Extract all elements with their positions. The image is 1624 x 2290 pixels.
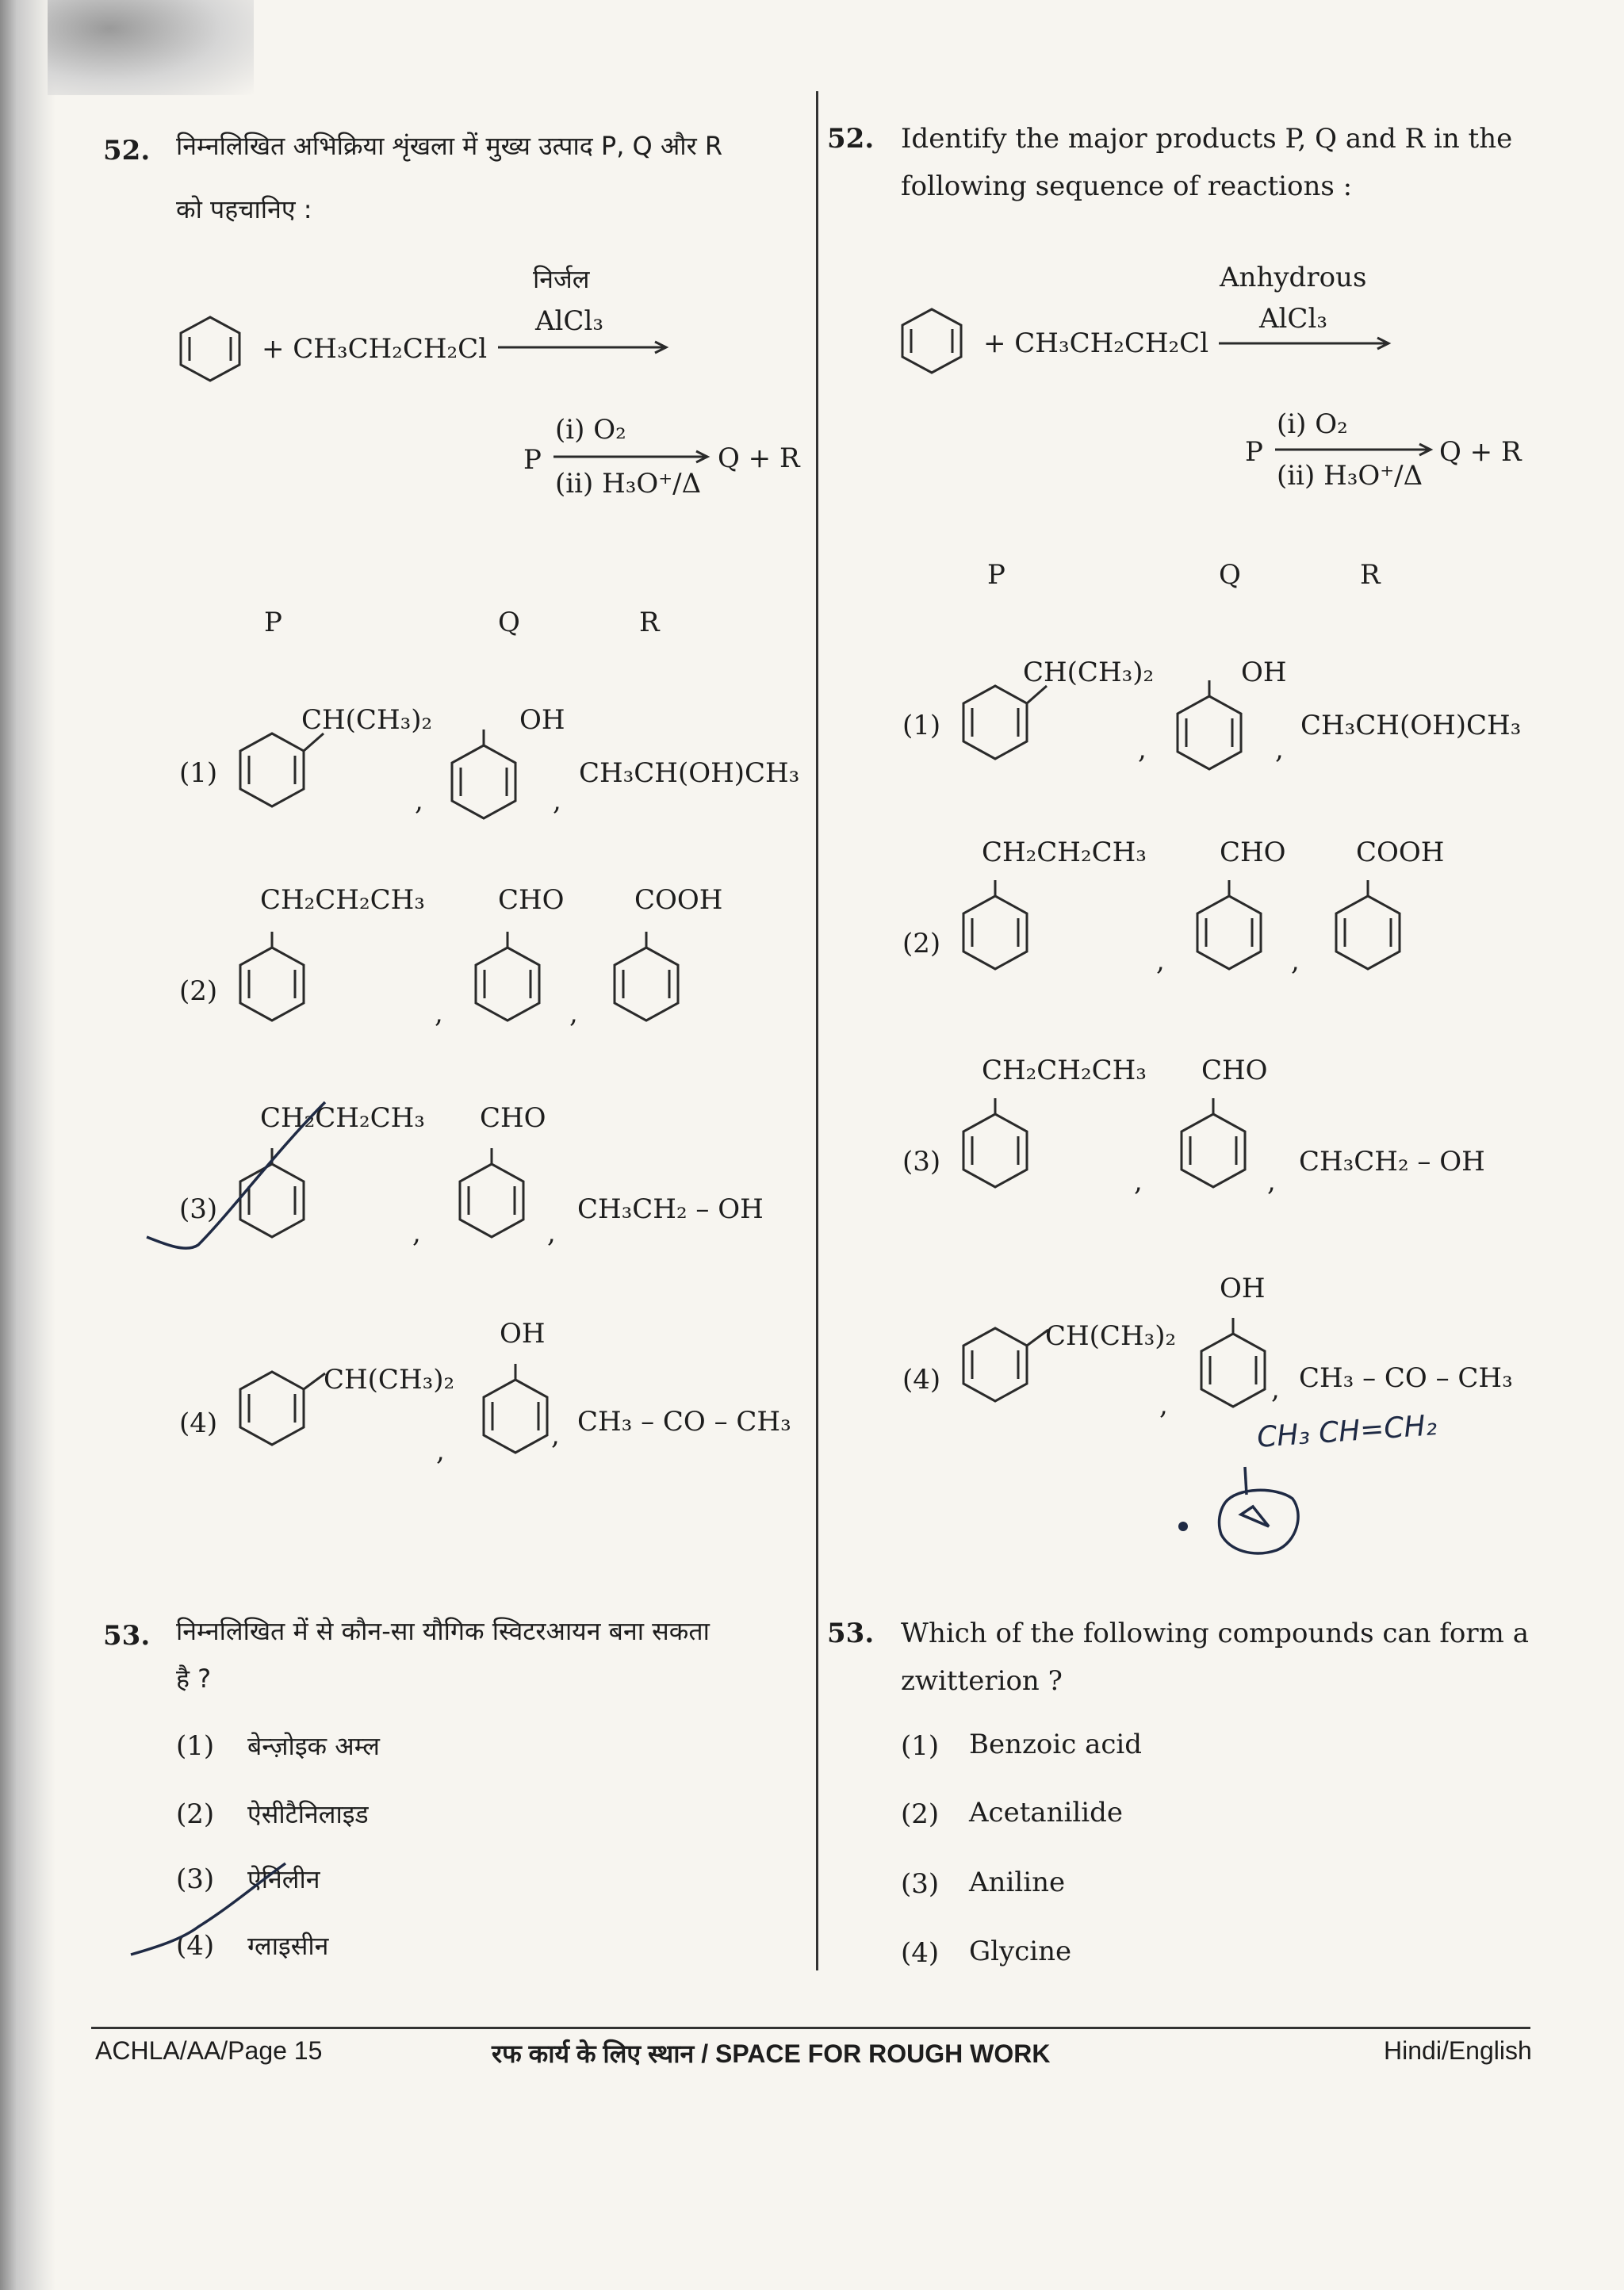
option-text: Aniline — [969, 1867, 1066, 1898]
question-text: निम्नलिखित में से कौन-सा यौगिक स्विटरआयन बना सकता — [176, 1616, 710, 1646]
reagent-catalyst: AlCl₃ — [1259, 303, 1327, 335]
products: Q + R — [718, 442, 800, 474]
product-r: CH₃CH(OH)CH₃ — [1300, 710, 1522, 741]
option-text: ग्लाइसीन — [247, 1931, 329, 1961]
question-number: 52. — [103, 135, 151, 167]
substituent: CHO — [1201, 1055, 1268, 1086]
substituent: CH(CH₃)₂ — [324, 1364, 455, 1396]
step-two: (ii) H₃O⁺/Δ — [1277, 460, 1423, 492]
option-number: (2) — [179, 975, 218, 1007]
benzaldehyde-structure — [456, 1148, 543, 1251]
substituent: COOH — [634, 884, 723, 916]
benzaldehyde-structure — [1193, 880, 1281, 983]
question-text: है ? — [176, 1664, 212, 1694]
reaction-arrow — [498, 339, 672, 355]
question-text: निम्नलिखित अभिक्रिया शृंखला में मुख्य उत्पाद P, Q और R — [176, 131, 723, 161]
separator-comma: , — [1134, 1166, 1143, 1197]
column-label-r: R — [639, 607, 660, 638]
option-text: Benzoic acid — [969, 1729, 1143, 1760]
handwritten-note: CH₃ CH=CH₂ — [1255, 1409, 1438, 1454]
column-label-r: R — [1360, 559, 1381, 591]
option-number: (1) — [901, 1730, 940, 1762]
step-two: (ii) H₃O⁺/Δ — [555, 468, 702, 500]
option-number: (4) — [902, 1364, 941, 1396]
substituent: CH₂CH₂CH₃ — [982, 837, 1147, 868]
option-number: (1) — [902, 710, 941, 741]
option-number: (2) — [176, 1798, 215, 1830]
reactant: + CH₃CH₂CH₂Cl — [262, 333, 488, 365]
rough-work-label: रफ कार्य के लिए स्थान / SPACE FOR ROUGH WORK — [492, 2039, 1051, 2068]
handwritten-benzene-sketch — [1174, 1451, 1332, 1570]
page-code: ACHLA/AA/Page 15 — [95, 2036, 323, 2065]
separator-comma: , — [553, 785, 561, 817]
benzoic-acid-structure — [1332, 880, 1419, 983]
question-text: Which of the following compounds can form a — [901, 1618, 1529, 1649]
propylbenzene-structure — [959, 880, 1047, 983]
separator-comma: , — [435, 998, 443, 1029]
step-one: (i) O₂ — [555, 414, 626, 446]
substituent: CH(CH₃)₂ — [1045, 1320, 1177, 1352]
question-text: Identify the major products P, Q and R in the — [901, 123, 1513, 155]
column-divider — [816, 91, 818, 1970]
column-label-p: P — [264, 607, 282, 638]
option-number: (4) — [901, 1937, 940, 1969]
substituent: OH — [519, 704, 565, 736]
substituent: COOH — [1356, 837, 1445, 868]
option-number: (3) — [902, 1146, 941, 1178]
intermediate-p: P — [523, 444, 542, 476]
substituent: CHO — [480, 1102, 546, 1134]
benzoic-acid-structure — [611, 932, 698, 1035]
phenol-structure — [448, 737, 535, 825]
substituent: CHO — [1220, 837, 1286, 868]
substituent: CH₂CH₂CH₃ — [260, 1102, 425, 1134]
product-r: CH₃ – CO – CH₃ — [577, 1406, 791, 1438]
handwritten-tick-mark — [143, 1094, 333, 1261]
reactant: + CH₃CH₂CH₂Cl — [983, 327, 1209, 359]
option-number: (2) — [902, 928, 941, 959]
question-text: following sequence of reactions : — [901, 170, 1353, 202]
reaction-arrow — [1275, 442, 1434, 458]
reagent-condition: Anhydrous — [1220, 262, 1367, 293]
separator-comma: , — [1267, 1166, 1276, 1197]
separator-comma: , — [1291, 945, 1300, 977]
separator-comma: , — [1138, 733, 1147, 765]
separator-comma: , — [1271, 1373, 1280, 1405]
product-r: CH₃ – CO – CH₃ — [1299, 1362, 1513, 1394]
footer-rule — [91, 2027, 1530, 2029]
handwritten-tick-mark — [127, 1859, 301, 1963]
reagent-condition: निर्जल — [533, 264, 590, 294]
reagent-catalyst: AlCl₃ — [535, 305, 603, 337]
language-label: Hindi/English — [1384, 2036, 1532, 2065]
question-number: 53. — [103, 1620, 151, 1652]
separator-comma: , — [1159, 1389, 1168, 1421]
benzaldehyde-structure — [1178, 1098, 1265, 1201]
question-text: को पहचानिए : — [176, 194, 312, 224]
column-label-q: Q — [498, 607, 520, 638]
scan-corner-shadow — [48, 0, 254, 95]
substituent: CH(CH₃)₂ — [1023, 657, 1155, 688]
option-text: ऐसीटैनिलाइड — [247, 1799, 369, 1829]
option-text: बेन्ज़ोइक अम्ल — [247, 1731, 381, 1761]
separator-comma: , — [412, 1217, 421, 1249]
product-r: CH₃CH₂ – OH — [1299, 1146, 1485, 1178]
propylbenzene-structure — [959, 1098, 1047, 1201]
option-number: (3) — [901, 1868, 940, 1900]
question-text: zwitterion ? — [901, 1665, 1063, 1697]
separator-comma: , — [547, 1217, 556, 1249]
phenol-structure — [1174, 688, 1261, 775]
substituent: OH — [1241, 657, 1287, 688]
separator-comma: , — [1275, 733, 1284, 765]
intermediate-p: P — [1245, 436, 1263, 468]
separator-comma: , — [436, 1435, 445, 1467]
option-number: (4) — [176, 1930, 215, 1962]
product-r: CH₃CH(OH)CH₃ — [579, 757, 800, 789]
option-number: (3) — [179, 1193, 218, 1225]
products: Q + R — [1439, 436, 1522, 468]
separator-comma: , — [569, 998, 578, 1029]
separator-comma: , — [551, 1419, 560, 1451]
benzaldehyde-structure — [472, 932, 559, 1035]
option-text: Acetanilide — [969, 1797, 1124, 1829]
benzene-ring — [178, 313, 250, 393]
step-one: (i) O₂ — [1277, 408, 1348, 440]
substituent: CH₂CH₂CH₃ — [260, 884, 425, 916]
scan-edge-shadow — [0, 0, 56, 2290]
substituent: OH — [1220, 1273, 1266, 1304]
product-r: CH₃CH₂ – OH — [577, 1193, 764, 1225]
substituent: CH(CH₃)₂ — [301, 704, 433, 736]
option-number: (2) — [901, 1798, 940, 1830]
substituent: OH — [500, 1318, 546, 1350]
reaction-arrow — [553, 449, 712, 465]
propylbenzene-structure — [236, 932, 324, 1035]
option-number: (1) — [179, 757, 218, 789]
question-number: 53. — [827, 1618, 875, 1649]
benzene-ring — [900, 305, 971, 385]
option-number: (1) — [176, 1730, 215, 1762]
option-number: (4) — [179, 1407, 218, 1439]
option-text: Glycine — [969, 1936, 1072, 1967]
column-label-q: Q — [1219, 559, 1241, 591]
column-label-p: P — [987, 559, 1005, 591]
substituent: CH₂CH₂CH₃ — [982, 1055, 1147, 1086]
question-number: 52. — [827, 123, 875, 155]
option-text: ऐनिलीन — [247, 1864, 320, 1894]
separator-comma: , — [1156, 945, 1165, 977]
substituent: CHO — [498, 884, 565, 916]
separator-comma: , — [415, 785, 423, 817]
reaction-arrow — [1219, 335, 1393, 351]
option-number: (3) — [176, 1863, 215, 1895]
